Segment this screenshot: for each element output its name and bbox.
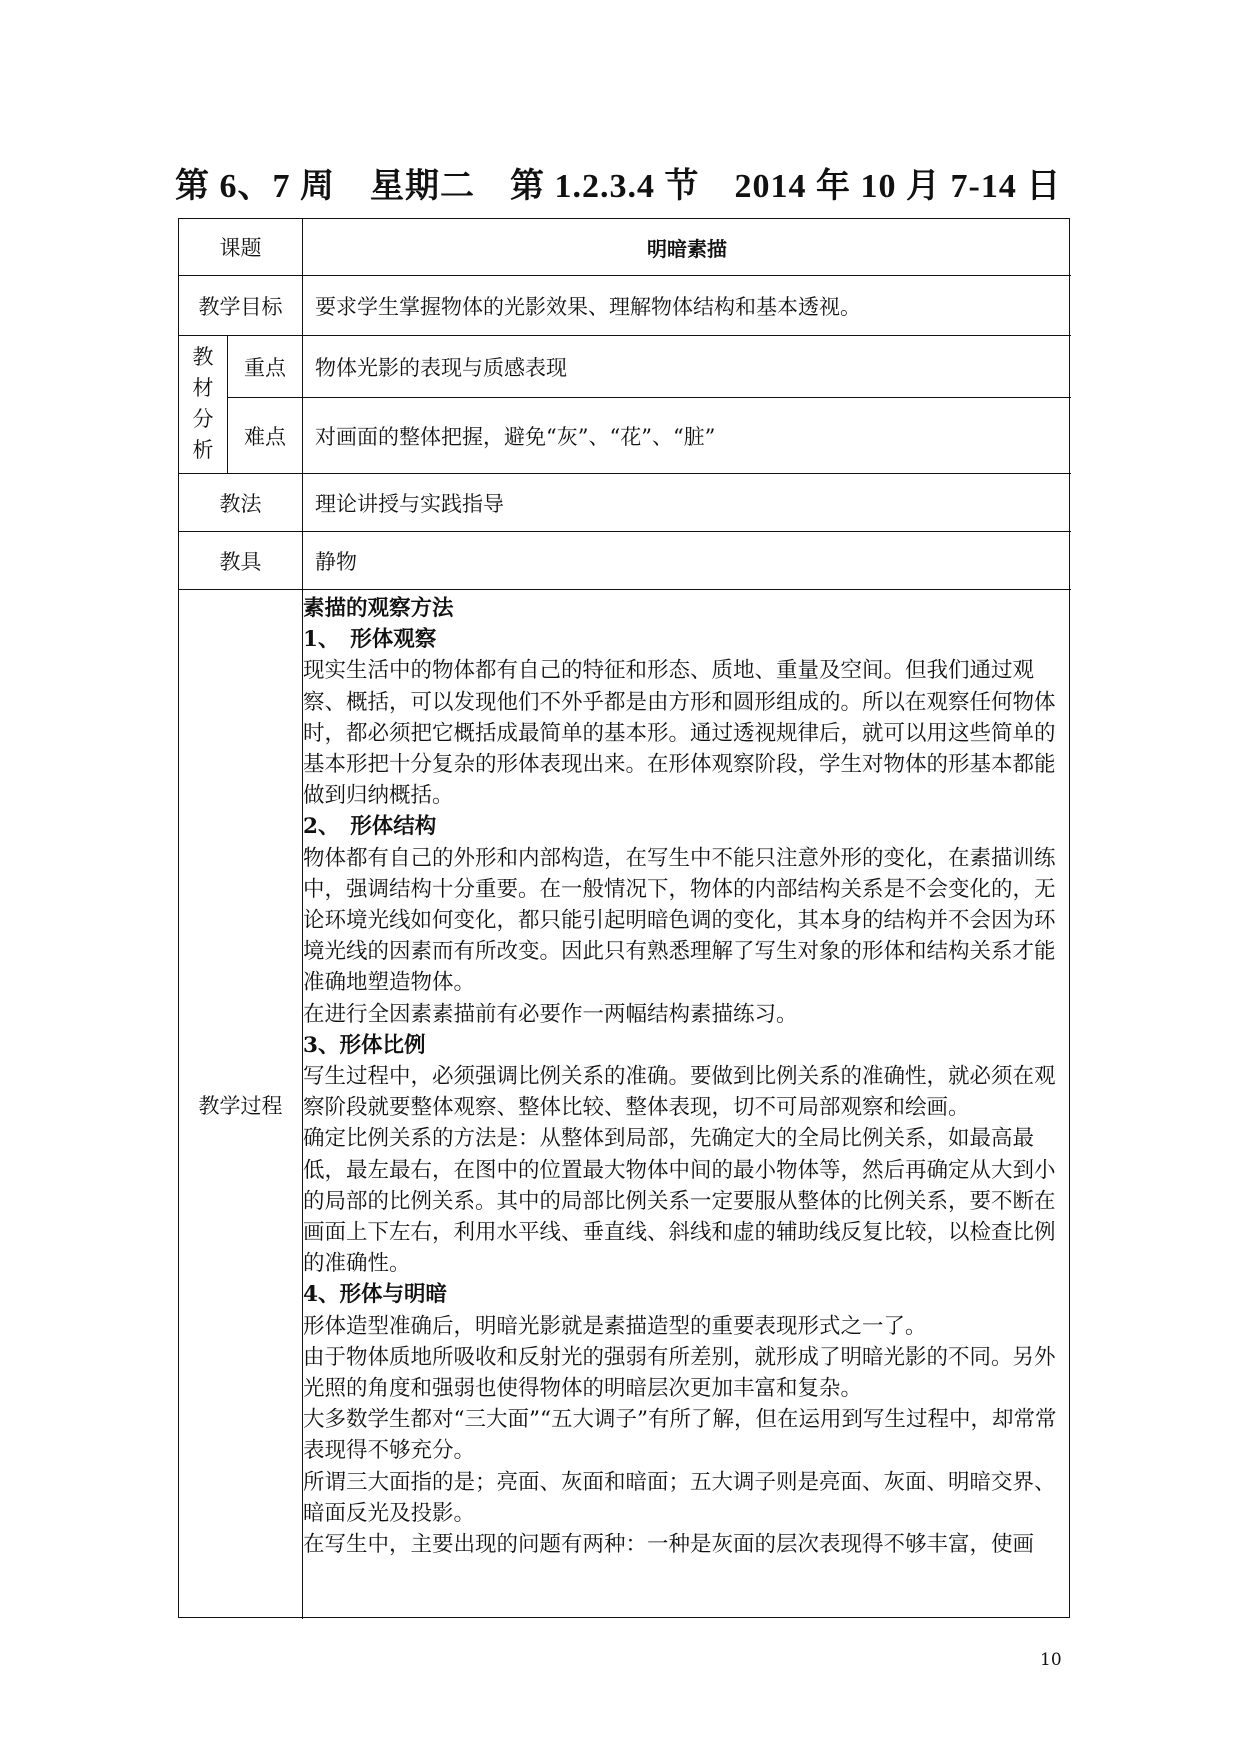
process-paragraph: 大多数学生都对“三大面”“五大调子”有所了解，但在运用到写生过程中，却常常表现得不够充分。 [303, 1407, 1057, 1464]
method-value: 理论讲授与实践指导 [315, 491, 504, 516]
process-paragraph: 所谓三大面指的是；亮面、灰面和暗面；五大调子则是亮面、灰面、明暗交界、暗面反光及投影。 [303, 1469, 1056, 1526]
process-paragraph: 现实生活中的物体都有自己的特征和形态、质地、重量及空间。但我们通过观察、概括，可以发现他们不外乎都是由方形和圆形组成的。所以在观察任何物体时，都必须把它概括成最简单的基本形。通过透视规律后，就可以用这些简单的基本形把十分复杂的形体表现出来。在形体观察阶段，学生对物体的形基本都能做到归纳概括。 [303, 658, 1056, 809]
lesson-plan-table [178, 218, 1070, 1618]
analysis-label-char: 材 [192, 376, 214, 400]
process-heading: 2、 形体结构 [303, 814, 437, 840]
process-paragraph: 物体都有自己的外形和内部构造，在写生中不能只注意外形的变化，在素描训练中，强调结构十分重要。在一般情况下，物体的内部结构关系是不会变化的，无论环境光线如何变化，都只能引起明暗色调的变化，其本身的结构并不会因为环境光线的因素而有所改变。因此只有熟悉理解了写生对象的形体和结构关系才能准确地塑造物体。 [303, 845, 1056, 996]
goal-label: 教学目标 [198, 294, 283, 319]
difficulty-label: 难点 [244, 424, 286, 449]
goal-value: 要求学生掌握物体的光影效果、理解物体结构和基本透视。 [315, 294, 861, 319]
topic-label: 课题 [219, 236, 262, 260]
key-value: 物体光影的表现与质感表现 [315, 355, 567, 380]
process-paragraph: 写生过程中，必须强调比例关系的准确。要做到比例关系的准确性，就必须在观察阶段就要整体观察、整体比较、整体表现，切不可局部观察和绘画。 [303, 1064, 1056, 1121]
topic-value: 明暗素描 [647, 236, 727, 261]
analysis-label-char: 分 [192, 407, 214, 431]
page-title: 第 6、7 周 星期二 第 1.2.3.4 节 2014 年 10 月 7-14 日 [175, 168, 1062, 205]
difficulty-value: 对画面的整体把握，避免“灰”、“花”、“脏” [315, 424, 716, 449]
page-number: 10 [1040, 1650, 1062, 1670]
process-heading: 1、 形体观察 [303, 627, 437, 653]
process-paragraph: 在写生中，主要出现的问题有两种：一种是灰面的层次表现得不够丰富，使画 [303, 1532, 1035, 1558]
key-label: 重点 [244, 355, 286, 380]
process-heading: 素描的观察方法 [303, 596, 454, 621]
analysis-label-char: 析 [192, 438, 214, 462]
tools-value: 静物 [315, 549, 357, 574]
tools-label: 教具 [219, 549, 262, 574]
process-paragraph: 确定比例关系的方法是：从整体到局部，先确定大的全局比例关系，如最高最低，最左最右，在图中的位置最大物体中间的最小物体等，然后再确定从大到小的局部的比例关系。其中的局部比例关系一定要服从整体的比例关系，要不断在画面上下左右，利用水平线、垂直线、斜线和虚的辅助线反复比较，以检查比例的准确性。 [303, 1126, 1056, 1277]
process-heading: 4、形体与明暗 [303, 1282, 447, 1308]
process-content [303, 593, 1058, 1613]
analysis-label [179, 335, 227, 473]
row-divider [179, 589, 1071, 590]
process-heading: 3、形体比例 [303, 1032, 426, 1058]
process-paragraph: 由于物体质地所吸收和反射光的强弱有所差别，就形成了明暗光影的不同。另外光照的角度和强弱也使得物体的明暗层次更加丰富和复杂。 [303, 1344, 1056, 1402]
analysis-label-char: 教 [192, 345, 214, 369]
method-label: 教法 [219, 491, 262, 516]
process-paragraph: 形体造型准确后，明暗光影就是素描造型的重要表现形式之一了。 [303, 1313, 927, 1339]
process-paragraph: 在进行全因素素描前有必要作一两幅结构素描练习。 [303, 1001, 798, 1027]
process-label: 教学过程 [198, 1093, 283, 1118]
